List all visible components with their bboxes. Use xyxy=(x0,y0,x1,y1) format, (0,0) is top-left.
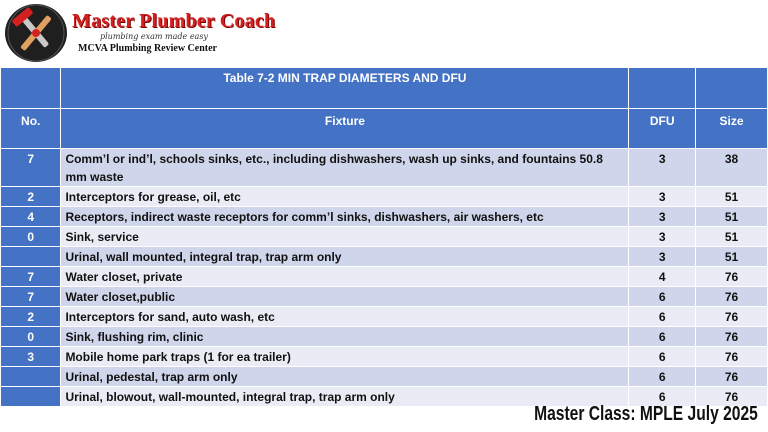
cell-fixture: Water closet,public xyxy=(61,287,629,307)
cell-size: 76 xyxy=(696,287,768,307)
cell-fixture: Interceptors for sand, auto wash, etc xyxy=(61,307,629,327)
cell-no: 2 xyxy=(1,187,61,207)
table-header-row xyxy=(1,109,768,149)
cell-no xyxy=(1,367,61,387)
brand-subtitle: MCVA Plumbing Review Center xyxy=(78,43,217,54)
table-row xyxy=(1,149,768,187)
table-row xyxy=(1,347,768,367)
cell-size: 76 xyxy=(696,387,768,407)
brand-header xyxy=(72,10,275,56)
cell-fixture: Urinal, blowout, wall-mounted, integral trap, trap arm only xyxy=(61,387,629,407)
cell-size: 51 xyxy=(696,207,768,227)
cell-fixture: Receptors, indirect waste receptors for comm’l sinks, dishwashers, air washers, etc xyxy=(61,207,629,227)
cell-dfu: 6 xyxy=(629,287,696,307)
plumber-wrench-icon xyxy=(5,4,67,62)
cell-fixture: Urinal, wall mounted, integral trap, trap arm only xyxy=(61,247,629,267)
cell-size: 51 xyxy=(696,247,768,267)
cell-fixture: Mobile home park traps (1 for ea trailer) xyxy=(61,347,629,367)
table-title-row xyxy=(1,68,768,109)
table-row xyxy=(1,187,768,207)
table-row xyxy=(1,207,768,227)
cell-fixture: Sink, flushing rim, clinic xyxy=(61,327,629,347)
footer-caption: Master Class: MPLE July 2025 xyxy=(534,403,758,425)
cell-no: 7 xyxy=(1,287,61,307)
cell-size: 76 xyxy=(696,327,768,347)
table-title: Table 7-2 MIN TRAP DIAMETERS AND DFU xyxy=(61,68,629,109)
cell-fixture: Sink, service xyxy=(61,227,629,247)
cell-dfu: 6 xyxy=(629,347,696,367)
table-row xyxy=(1,307,768,327)
cell-dfu: 3 xyxy=(629,247,696,267)
cell-no: 3 xyxy=(1,347,61,367)
header-size: Size xyxy=(696,109,768,149)
header-fixture: Fixture xyxy=(61,109,629,149)
cell-no: 7 xyxy=(1,149,61,187)
cell-no xyxy=(1,387,61,407)
cell-dfu: 6 xyxy=(629,307,696,327)
cell-fixture: Comm’l or ind’l, schools sinks, etc., including dishwashers, wash up sinks, and fountains 50.8 mm waste xyxy=(61,149,629,187)
cell-dfu: 3 xyxy=(629,149,696,187)
cell-fixture: Interceptors for grease, oil, etc xyxy=(61,187,629,207)
cell-dfu: 3 xyxy=(629,207,696,227)
cell-fixture: Urinal, pedestal, trap arm only xyxy=(61,367,629,387)
cell-dfu: 6 xyxy=(629,387,696,407)
cell-dfu: 6 xyxy=(629,367,696,387)
cell-no: 0 xyxy=(1,227,61,247)
cell-no: 7 xyxy=(1,267,61,287)
table-row xyxy=(1,327,768,347)
cell-dfu: 3 xyxy=(629,187,696,207)
cell-size: 76 xyxy=(696,367,768,387)
table-row xyxy=(1,287,768,307)
header-dfu: DFU xyxy=(629,109,696,149)
table-row xyxy=(1,227,768,247)
table-row xyxy=(1,367,768,387)
cell-no xyxy=(1,247,61,267)
cell-size: 76 xyxy=(696,267,768,287)
cell-size: 51 xyxy=(696,227,768,247)
table-row xyxy=(1,247,768,267)
brand-name: Master Plumber Coach xyxy=(72,10,276,32)
cell-no: 0 xyxy=(1,327,61,347)
cell-dfu: 3 xyxy=(629,227,696,247)
cell-dfu: 4 xyxy=(629,267,696,287)
cell-size: 38 xyxy=(696,149,768,187)
cell-no: 2 xyxy=(1,307,61,327)
cell-size: 51 xyxy=(696,187,768,207)
table-row xyxy=(1,267,768,287)
header-no: No. xyxy=(1,109,61,149)
cell-dfu: 6 xyxy=(629,327,696,347)
cell-size: 76 xyxy=(696,347,768,367)
cell-size: 76 xyxy=(696,307,768,327)
cell-no: 4 xyxy=(1,207,61,227)
cell-fixture: Water closet, private xyxy=(61,267,629,287)
brand-tagline: plumbing exam made easy xyxy=(100,32,208,41)
trap-dfu-table xyxy=(0,67,768,407)
